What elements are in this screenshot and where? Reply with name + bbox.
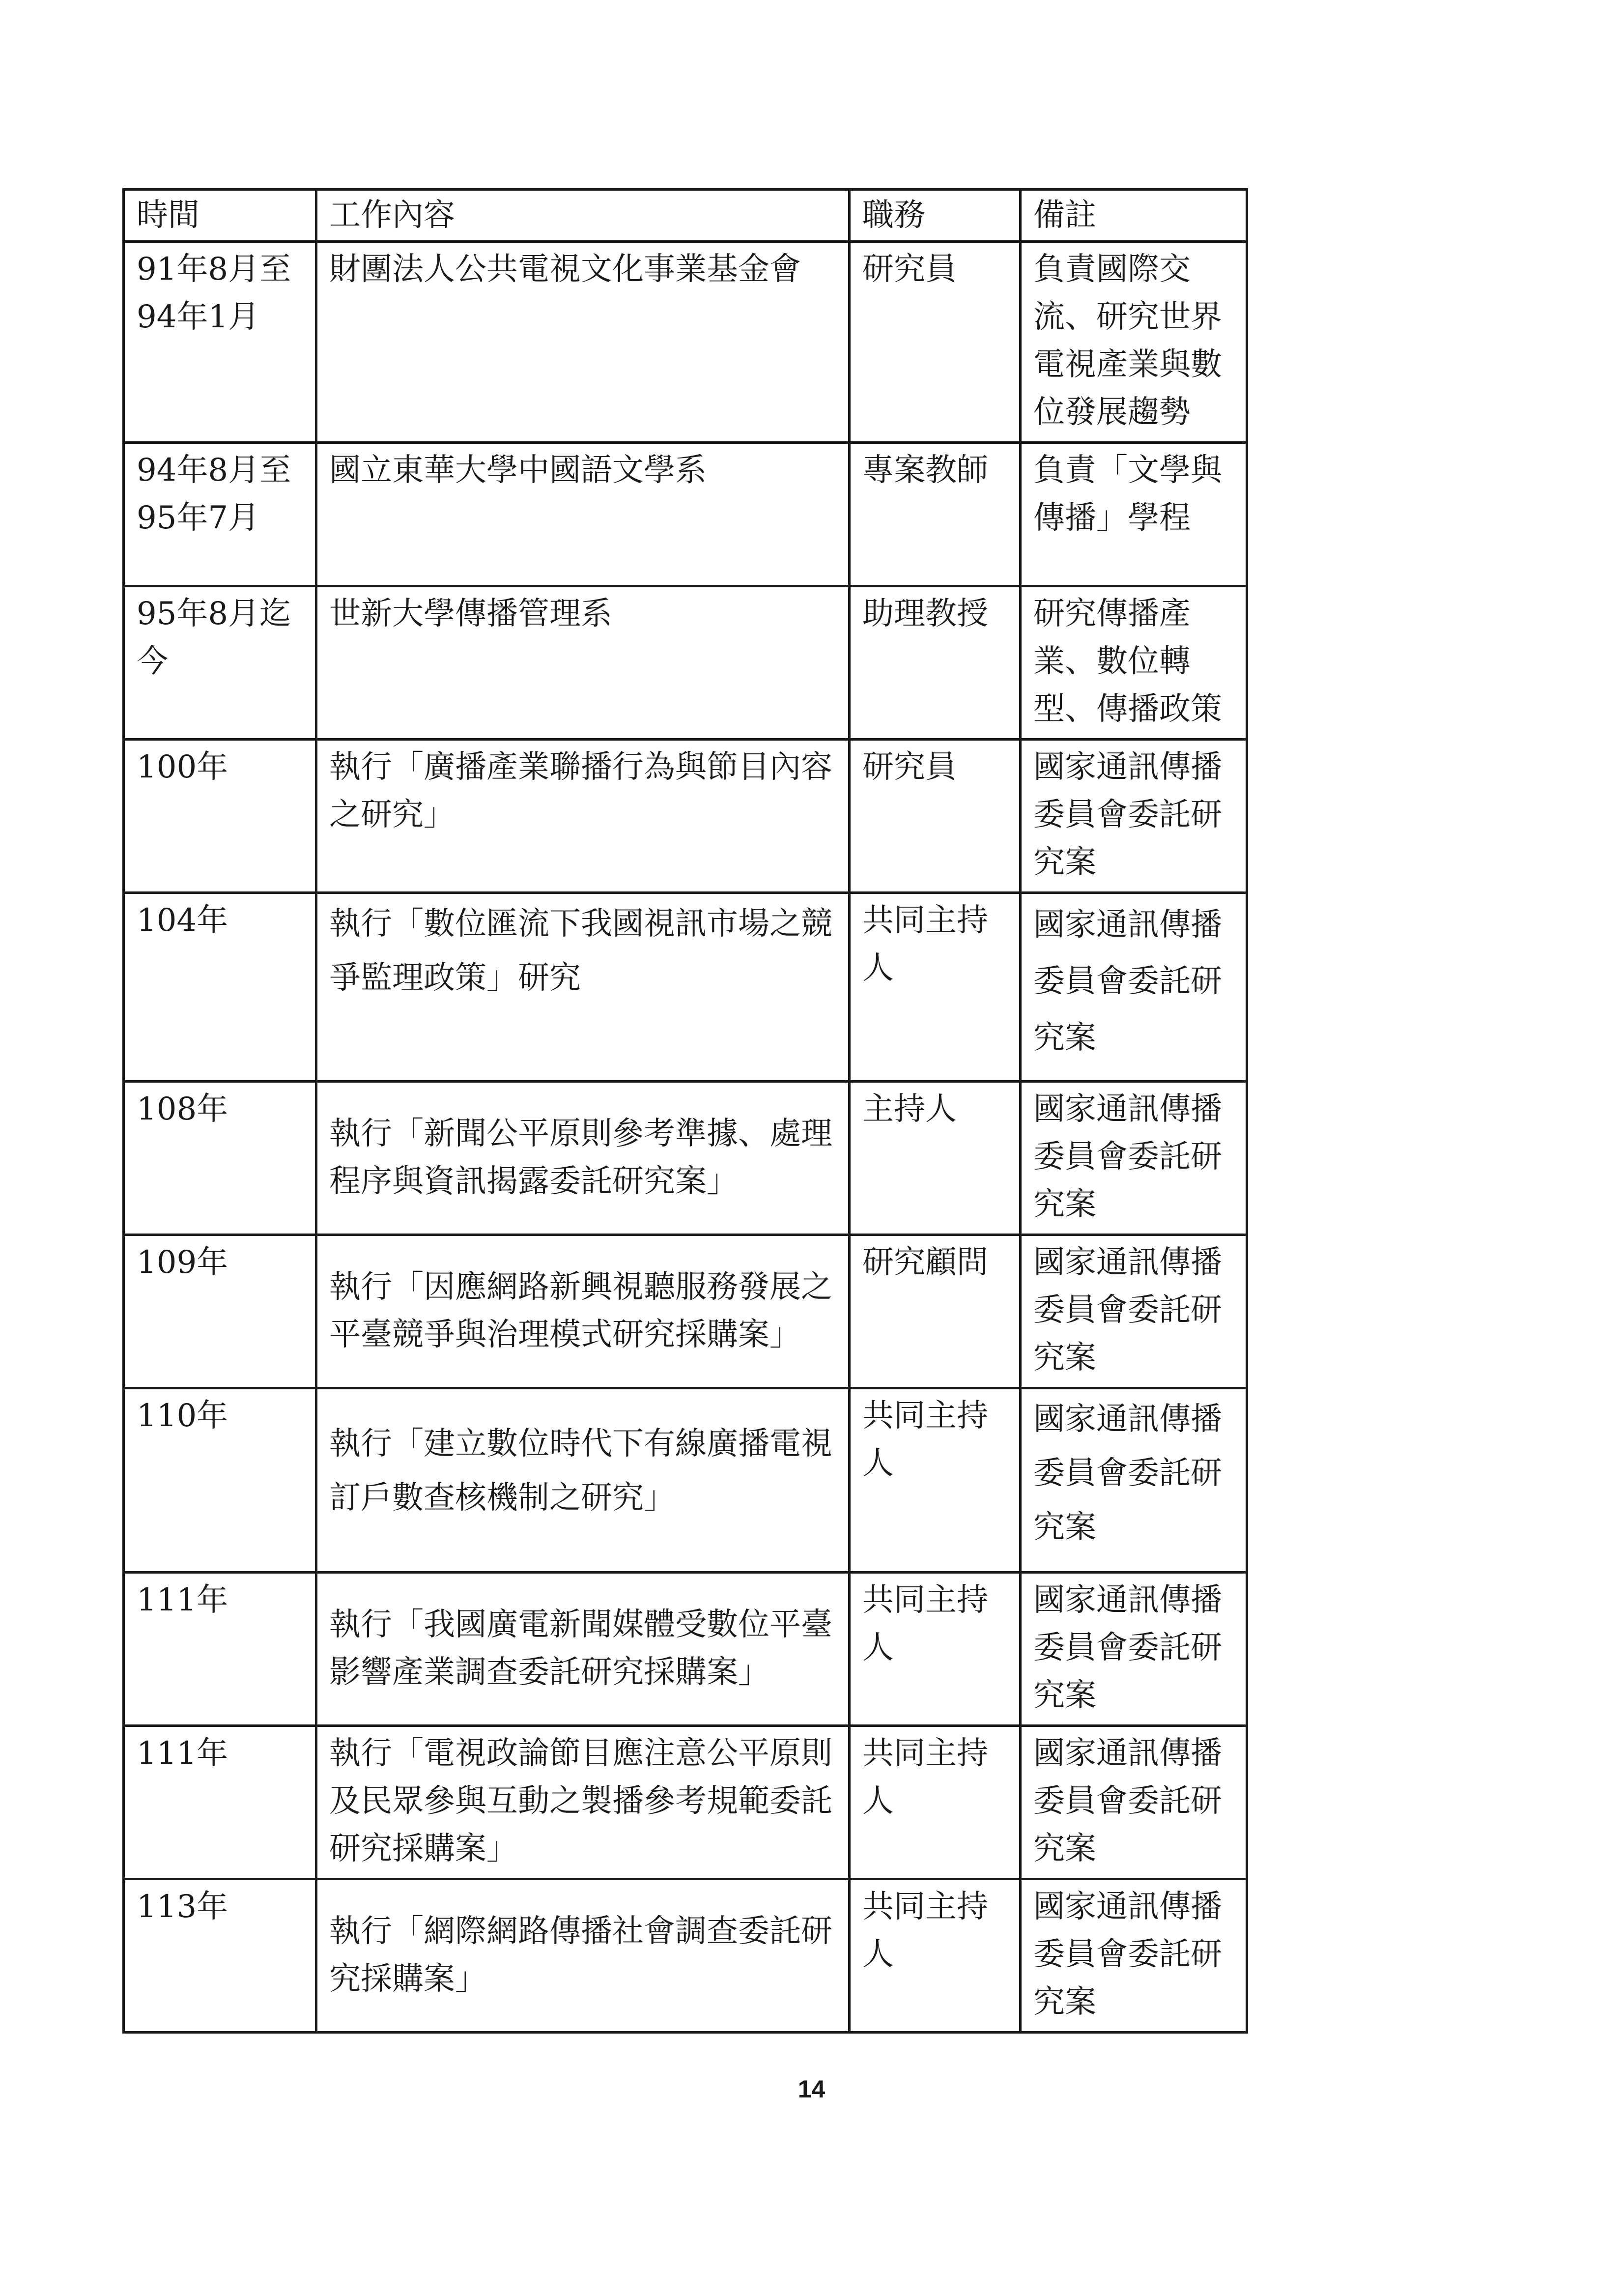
cell-role: 共同主持人: [850, 1726, 1021, 1879]
table-row: [124, 1235, 1247, 1388]
cell-note: 國家通訊傳播委員會委託研究案: [1021, 1235, 1247, 1388]
header-time: 時間: [124, 190, 316, 242]
cell-role: 助理教授: [850, 586, 1021, 740]
table-row: [124, 1573, 1247, 1726]
header-note: 備註: [1021, 190, 1247, 242]
cell-work: 執行「建立數位時代下有線廣播電視訂戶數查核機制之研究」: [316, 1388, 850, 1573]
cell-role: 研究員: [850, 740, 1021, 893]
cell-role: 共同主持人: [850, 1573, 1021, 1726]
table-row: [124, 242, 1247, 443]
table-row: [124, 740, 1247, 893]
table-row: [124, 1082, 1247, 1235]
cell-work: 執行「電視政論節目應注意公平原則及民眾參與互動之製播參考規範委託研究採購案」: [316, 1726, 850, 1879]
cell-note: 國家通訊傳播委員會委託研究案: [1021, 740, 1247, 893]
cell-time: 91年8月至94年1月: [124, 242, 316, 443]
table-header-row: [124, 190, 1247, 242]
cell-role: 研究顧問: [850, 1235, 1021, 1388]
table-row: [124, 443, 1247, 586]
cell-work: 世新大學傳播管理系: [316, 586, 850, 740]
cell-time: 100年: [124, 740, 316, 893]
cell-role: 共同主持人: [850, 1388, 1021, 1573]
cell-time: 104年: [124, 893, 316, 1082]
header-role: 職務: [850, 190, 1021, 242]
cell-time: 113年: [124, 1879, 316, 2033]
cell-time: 111年: [124, 1726, 316, 1879]
table-row: [124, 893, 1247, 1082]
cell-work: 執行「廣播產業聯播行為與節目內容之研究」: [316, 740, 850, 893]
cell-time: 108年: [124, 1082, 316, 1235]
cell-note: 研究傳播產業、數位轉型、傳播政策: [1021, 586, 1247, 740]
cell-role: 專案教師: [850, 443, 1021, 586]
cell-role: 共同主持人: [850, 893, 1021, 1082]
cell-role: 研究員: [850, 242, 1021, 443]
header-work: 工作內容: [316, 190, 850, 242]
table-row: [124, 1726, 1247, 1879]
cell-time: 94年8月至95年7月: [124, 443, 316, 586]
cell-note: 國家通訊傳播委員會委託研究案: [1021, 1388, 1247, 1573]
cell-time: 111年: [124, 1573, 316, 1726]
table-row: [124, 1879, 1247, 2033]
cell-work: 執行「數位匯流下我國視訊市場之競爭監理政策」研究: [316, 893, 850, 1082]
cell-note: 國家通訊傳播委員會委託研究案: [1021, 1726, 1247, 1879]
cell-role: 主持人: [850, 1082, 1021, 1235]
table-row: [124, 586, 1247, 740]
experience-table: [122, 188, 1248, 2034]
cell-time: 109年: [124, 1235, 316, 1388]
table-row: [124, 1388, 1247, 1573]
cell-work: 國立東華大學中國語文學系: [316, 443, 850, 586]
cell-work: 執行「我國廣電新聞媒體受數位平臺影響產業調查委託研究採購案」: [316, 1573, 850, 1726]
cell-note: 國家通訊傳播委員會委託研究案: [1021, 893, 1247, 1082]
cell-work: 執行「網際網路傳播社會調查委託研究採購案」: [316, 1879, 850, 2033]
cell-note: 負責「文學與傳播」學程: [1021, 443, 1247, 586]
cell-note: 負責國際交流、研究世界電視產業與數位發展趨勢: [1021, 242, 1247, 443]
cell-note: 國家通訊傳播委員會委託研究案: [1021, 1573, 1247, 1726]
cell-role: 共同主持人: [850, 1879, 1021, 2033]
cell-note: 國家通訊傳播委員會委託研究案: [1021, 1879, 1247, 2033]
cell-work: 執行「因應網路新興視聽服務發展之平臺競爭與治理模式研究採購案」: [316, 1235, 850, 1388]
cell-note: 國家通訊傳播委員會委託研究案: [1021, 1082, 1247, 1235]
cell-work: 執行「新聞公平原則參考準據、處理程序與資訊揭露委託研究案」: [316, 1082, 850, 1235]
cell-time: 110年: [124, 1388, 316, 1573]
cell-time: 95年8月迄今: [124, 586, 316, 740]
cell-work: 財團法人公共電視文化事業基金會: [316, 242, 850, 443]
page-number: 14: [797, 2075, 826, 2103]
